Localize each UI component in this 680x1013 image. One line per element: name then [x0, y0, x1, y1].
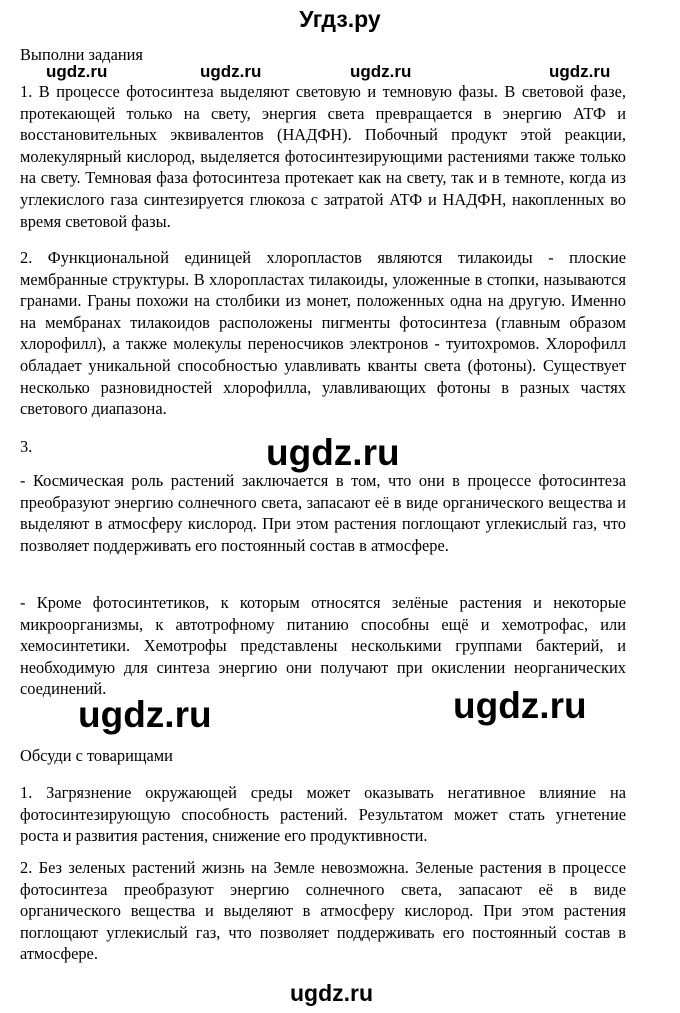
answer-paragraph-3a: - Космическая роль растений заключается в том, что они в процессе фотосинтеза преобразуют энергию солнечного света, запасают её в виде органического вещества и выделяют в атмосферу кислород. При этом растения поглощают углекислый газ, что позволяет поддерживать его постоянный состав в атмосфере. [20, 471, 626, 555]
site-title: Угдз.ру [299, 6, 381, 32]
section-heading-discuss: Обсуди с товарищами [20, 746, 173, 765]
watermark: ugdz.ru [266, 432, 400, 473]
answer-number-3: 3. [20, 437, 33, 456]
watermark: ugdz.ru [46, 62, 108, 81]
section-heading-tasks: Выполни задания [20, 45, 143, 64]
watermark: ugdz.ru [549, 62, 611, 81]
watermark-footer: ugdz.ru [290, 980, 374, 1006]
answer-paragraph-2: 2. Функциональной единицей хлоропластов являются тилакоиды - плоские мембранные структуры. В хлоропластах тилакоиды, уложенные в стопки, называются гранами. Граны похожи на столбики из монет, положенных одна на другую. Именно на мембранах тилакоидов расположены пигменты фотосинтеза (главным образом хлорофилл), а также молекулы переносчиков электронов - туитохромов. Хлорофилл обладает уникальной способностью улавливать кванты света (фотоны). Существует несколько разновидностей хлорофилла, улавливающих фотоны в разных частях светового диапазона. [20, 248, 626, 419]
watermark: ugdz.ru [200, 62, 262, 81]
discussion-paragraph-2: 2. Без зеленых растений жизнь на Земле невозможна. Зеленые растения в процессе фотосинтеза преобразуют энергию солнечного света, запасают её в виде органического вещества и выделяют в атмосферу кислород. При этом растения поглощают углекислый газ, что позволяет поддерживать его постоянный состав в атмосфере. [20, 858, 626, 964]
watermark: ugdz.ru [78, 694, 212, 735]
watermark: ugdz.ru [350, 62, 412, 81]
answer-paragraph-1: 1. В процессе фотосинтеза выделяют световую и темновую фазы. В световой фазе, протекающей только на свету, энергия света превращается в энергию АТФ и восстановительных эквивалентов (НАДФН). Побочный продукт этой реакции, молекулярный кислород, выделяется фотосинтезирующими растениями также только на свету. Темновая фаза фотосинтеза протекает как на свету, так и в темноте, когда из углекислого газа синтезируется глюкоза с затратой АТФ и НАДФН, накопленных во время световой фазы. [20, 82, 626, 231]
answer-paragraph-3b: - Кроме фотосинтетиков, к которым относятся зелёные растения и некоторые микроорганизмы, к автотрофному питанию способны ещё и хемотрофас, или хемосинтетики. Хемотрофы представлены несколькими группами бактерий, и необходимую для синтеза энергию они получают при окислении неорганических соединений. [20, 593, 626, 699]
discussion-paragraph-1: 1. Загрязнение окружающей среды может оказывать негативное влияние на фотосинтезирующую способность растений. Результатом может стать угнетение роста и развития растения, снижение его продуктивности. [20, 783, 626, 846]
watermark: ugdz.ru [453, 685, 587, 726]
